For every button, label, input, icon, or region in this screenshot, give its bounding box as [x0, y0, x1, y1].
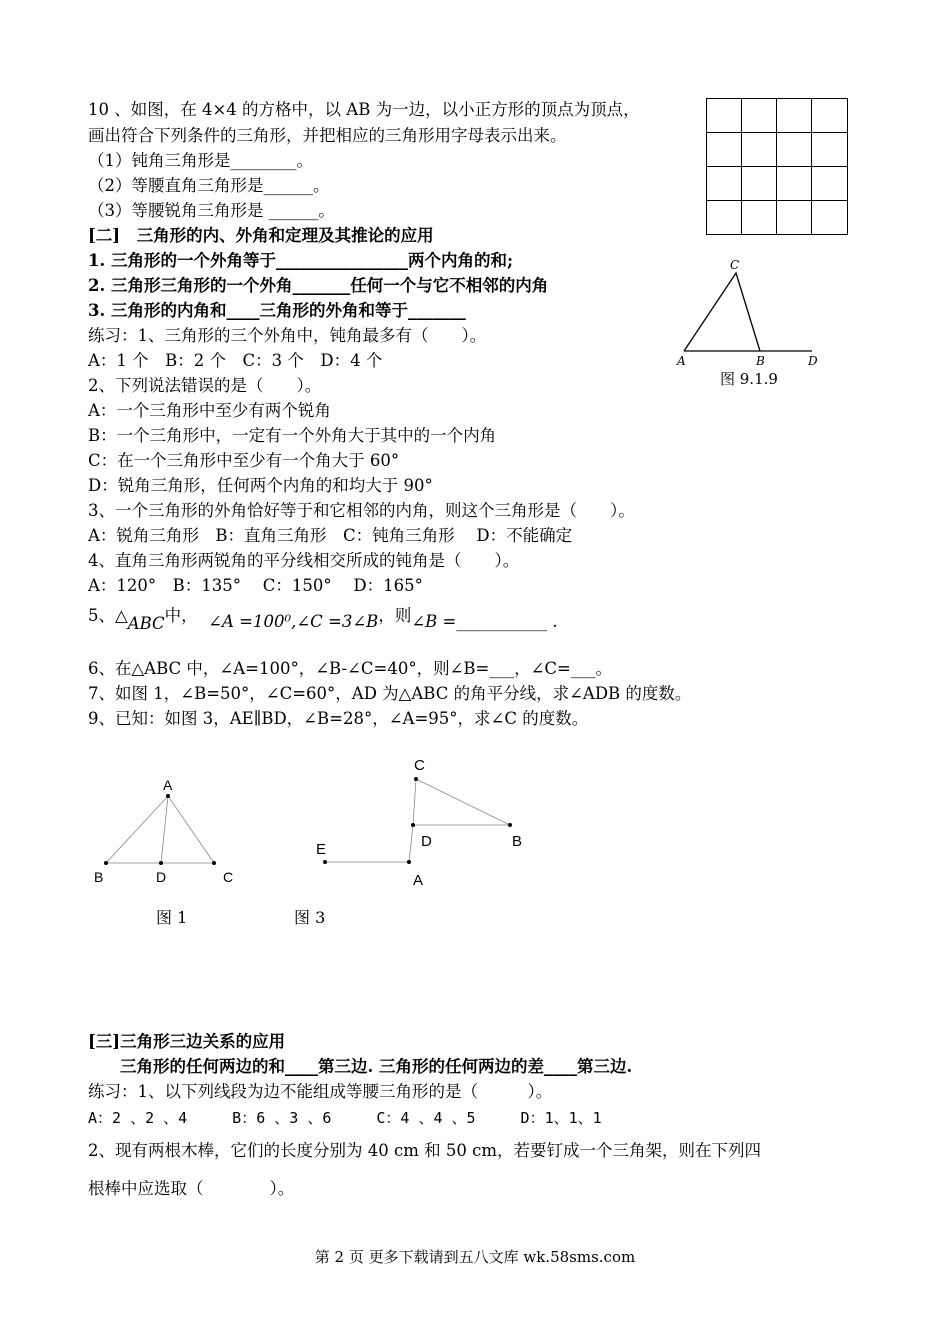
sec3-q1-options: A：2 、2 、4 B：6 、3 、6 C：4 、4 、5 D：1、1、1 [88, 1109, 602, 1127]
fig3-caption: 图 3 [294, 908, 326, 927]
ex-q3-options: A：锐角三角形 B：直角三角形 C：钝角三角形 D：不能确定 [88, 526, 573, 545]
q10-stem-line1: 10 、如图，在 4×4 的方格中，以 AB 为一边，以小正方形的顶点为顶点， [88, 100, 640, 119]
ex-q5-prefix: 5、△ [88, 606, 128, 625]
square-grid-4x4 [706, 98, 848, 236]
ex-q5-condition: ∠A =100⁰,∠C =3∠B [208, 612, 379, 631]
section2-title: [二] 三角形的内、外角和定理及其推论的应用 [88, 226, 434, 245]
ex-q2-option-a: A：一个三角形中至少有两个锐角 [88, 401, 331, 420]
fig3-label-a: A [413, 872, 424, 889]
ex-q7: 7、如图 1，∠B=50°，∠C=60°，AD 为△ABC 的角平分线，求∠ADB 的度数。 [88, 684, 692, 703]
figure-3 [305, 750, 535, 890]
ex-q6: 6、在△ABC 中，∠A=100°，∠B-∠C=40°，则∠B=___，∠C=___。 [88, 659, 613, 678]
ex-q2-option-c: C：在一个三角形中至少有一个角大于 60° [88, 451, 400, 470]
ex-q3: 3、一个三角形的外角恰好等于和它相邻的内角，则这个三角形是（ ）。 [88, 501, 635, 520]
section3-title: [三]三角形三边关系的应用 [88, 1032, 286, 1051]
ex-q5-zhong: 中， [164, 606, 198, 625]
sec3-q1: 练习：1、以下列线段为边不能组成等腰三角形的是（ ）。 [88, 1082, 553, 1101]
fig1-caption: 图 1 [156, 908, 188, 927]
ex-q5-answer: ∠B =___________ . [411, 612, 558, 631]
fig919-label-c: C [730, 258, 740, 272]
sec3-q2-line1: 2、现有两根木棒，它们的长度分别为 40 cm 和 50 cm，若要钉成一个三角架，则在下列四 [88, 1141, 761, 1160]
ex-q5-ze: ，则 [378, 606, 412, 625]
ex-q4-options: A：120° B：135° C：150° D：165° [88, 576, 423, 595]
page-footer: 第 2 页 更多下载请到五八文库 wk.58sms.com [314, 1248, 636, 1266]
fig919-label-a: A [677, 354, 686, 368]
section2-rule2: 2. 三角形三角形的一个外角_______任何一个与它不相邻的内角 [88, 276, 549, 295]
section3-rule: 三角形的任何两边的和____第三边. 三角形的任何两边的差____第三边. [120, 1057, 633, 1076]
fig3-label-c: C [414, 757, 425, 774]
ex-q1: 练习：1、三角形的三个外角中，钝角最多有（ ）。 [88, 326, 487, 345]
fig1-label-a: A [163, 777, 173, 793]
ex-q9: 9、已知：如图 3，AE∥BD，∠B=28°，∠A=95°，求∠C 的度数。 [88, 709, 589, 728]
fig3-label-e: E [316, 841, 327, 858]
section2-rule1: 1. 三角形的一个外角等于________________两个内角的和; [88, 251, 514, 270]
fig1-label-c: C [223, 869, 234, 885]
fig1-label-b: B [94, 869, 104, 885]
sec3-q2-line2: 根棒中应选取（ ）。 [88, 1179, 295, 1198]
ex-q1-options: A：1 个 B：2 个 C：3 个 D：4 个 [88, 351, 383, 370]
fig919-caption: 图 9.1.9 [720, 370, 778, 388]
ex-q2-option-d: D：锐角三角形，任何两个内角的和均大于 90° [88, 476, 433, 495]
q10-part2: （2）等腰直角三角形是______。 [88, 176, 330, 195]
section2-rule3: 3. 三角形的内角和____三角形的外角和等于_______ [88, 301, 466, 320]
fig919-label-b: B [756, 354, 765, 368]
ex-q2: 2、下列说法错误的是（ ）。 [88, 376, 322, 395]
ex-q5-triangle: ABC [127, 614, 165, 633]
q10-stem-line2: 画出符合下列条件的三角形，并把相应的三角形用字母表示出来。 [88, 126, 567, 145]
fig3-label-d: D [421, 833, 432, 850]
figure-1 [90, 770, 250, 885]
figure-9-1-9 [670, 255, 830, 375]
ex-q5 [88, 604, 558, 633]
ex-q2-option-b: B：一个三角形中，一定有一个外角大于其中的一个内角 [88, 426, 497, 445]
q10-part1: （1）钝角三角形是________。 [88, 151, 313, 170]
q10-part3: （3）等腰锐角三角形是 ______。 [88, 201, 335, 220]
ex-q4: 4、直角三角形两锐角的平分线相交所成的钝角是（ ）。 [88, 551, 520, 570]
fig3-label-b: B [512, 833, 523, 850]
fig1-label-d: D [156, 869, 167, 885]
fig919-label-d: D [808, 354, 818, 368]
